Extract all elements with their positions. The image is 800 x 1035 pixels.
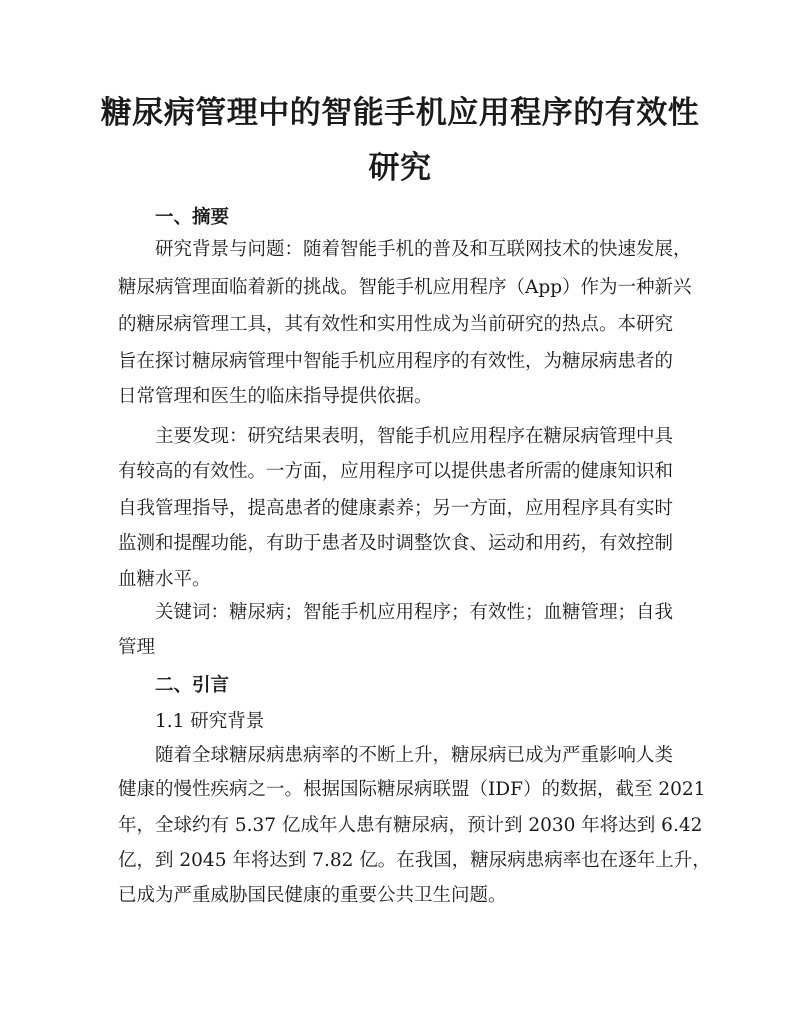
abstract-background-line-2: 糖尿病管理面临着新的挑战。智能手机应用程序（App）作为一种新兴 [118, 277, 692, 298]
abstract-findings-line-2: 有较高的有效性。一方面，应用程序可以提供患者所需的健康知识和 [118, 461, 674, 482]
background-paragraph-line-1: 随着全球糖尿病患病率的不断上升，糖尿病已成为严重影响人类 [155, 745, 674, 766]
abstract-background-line-3: 的糖尿病管理工具，其有效性和实用性成为当前研究的热点。本研究 [118, 314, 674, 335]
background-paragraph-line-5: 已成为严重威胁国民健康的重要公共卫生问题。 [118, 885, 507, 906]
abstract-findings-line-5: 血糖水平。 [118, 569, 211, 590]
abstract-findings-line-1: 主要发现：研究结果表明，智能手机应用程序在糖尿病管理中具 [155, 426, 674, 447]
background-paragraph-line-4: 亿，到 2045 年将达到 7.82 亿。在我国，糖尿病患病率也在逐年上升， [118, 850, 711, 871]
keywords-line-2: 管理 [118, 637, 156, 658]
abstract-background-line-5: 日常管理和医生的临床指导提供依据。 [118, 386, 433, 407]
section-heading-introduction: 二、引言 [155, 675, 230, 696]
document-title-line-1: 糖尿病管理中的智能手机应用程序的有效性 [100, 95, 700, 131]
abstract-background-line-4: 旨在探讨糖尿病管理中智能手机应用程序的有效性，为糖尿病患者的 [118, 351, 674, 372]
document-title-line-2: 研究 [368, 150, 432, 186]
subsection-heading-research-background: 1.1 研究背景 [155, 711, 265, 732]
abstract-findings-line-4: 监测和提醒功能，有助于患者及时调整饮食、运动和用药，有效控制 [118, 533, 674, 554]
abstract-background-line-1: 研究背景与问题：随着智能手机的普及和互联网技术的快速发展， [155, 239, 692, 260]
background-paragraph-line-3: 年，全球约有 5.37 亿成年人患有糖尿病，预计到 2030 年将达到 6.42 [118, 815, 703, 836]
keywords-line-1: 关键词：糖尿病；智能手机应用程序；有效性；血糖管理；自我 [155, 602, 674, 623]
section-heading-abstract: 一、摘要 [155, 207, 230, 228]
background-paragraph-line-2: 健康的慢性疾病之一。根据国际糖尿病联盟（IDF）的数据，截至 2021 [118, 779, 706, 800]
abstract-findings-line-3: 自我管理指导，提高患者的健康素养；另一方面，应用程序具有实时 [118, 498, 674, 519]
